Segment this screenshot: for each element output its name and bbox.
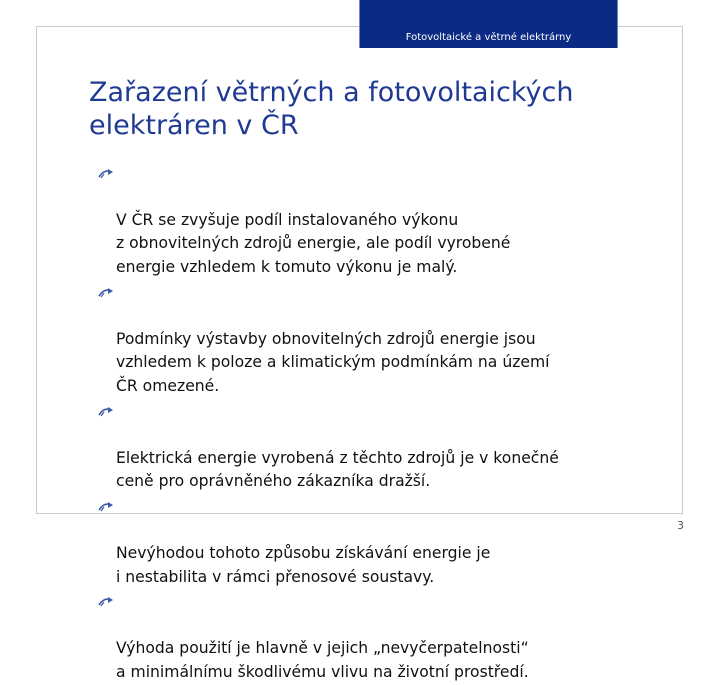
header-tab-text: Fotovoltaické a větrné elektrárny bbox=[405, 32, 572, 43]
bullet-item bbox=[98, 494, 658, 589]
bullet-item bbox=[98, 399, 658, 494]
arrow-bullet-icon bbox=[98, 595, 114, 607]
bullet-text: Elektrická energie vyrobená z těchto zdrojů je v konečné ceně pro oprávněného zákazníka dražší. bbox=[116, 448, 559, 491]
arrow-bullet-icon bbox=[98, 500, 114, 512]
bullet-text: Nevýhodou tohoto způsobu získávání energie je i nestabilita v rámci přenosové soustavy. bbox=[116, 543, 491, 586]
bullet-text: V ČR se zvyšuje podíl instalovaného výkonu z obnovitelných zdrojů energie, ale podíl vyrobené energie vzhledem k tomuto výkonu je malý. bbox=[116, 210, 511, 277]
bullet-list bbox=[98, 161, 658, 685]
bullet-text: Podmínky výstavby obnovitelných zdrojů energie jsou vzhledem k poloze a klimatickým podmínkám na území ČR omezené. bbox=[116, 329, 550, 396]
page-number: 3 bbox=[677, 519, 684, 532]
bullet-item bbox=[98, 161, 658, 280]
arrow-bullet-icon bbox=[98, 286, 114, 298]
bullet-item bbox=[98, 589, 658, 684]
bullet-text: Výhoda použití je hlavně v jejich „nevyčerpatelnosti“ a minimálnímu škodlivému vlivu na životní prostředí. bbox=[116, 638, 529, 681]
slide-title: Zařazení větrných a fotovoltaických elektráren v ČR bbox=[89, 77, 574, 141]
header-tab bbox=[359, 0, 618, 48]
bullet-item bbox=[98, 280, 658, 399]
arrow-bullet-icon bbox=[98, 167, 114, 179]
arrow-bullet-icon bbox=[98, 405, 114, 417]
